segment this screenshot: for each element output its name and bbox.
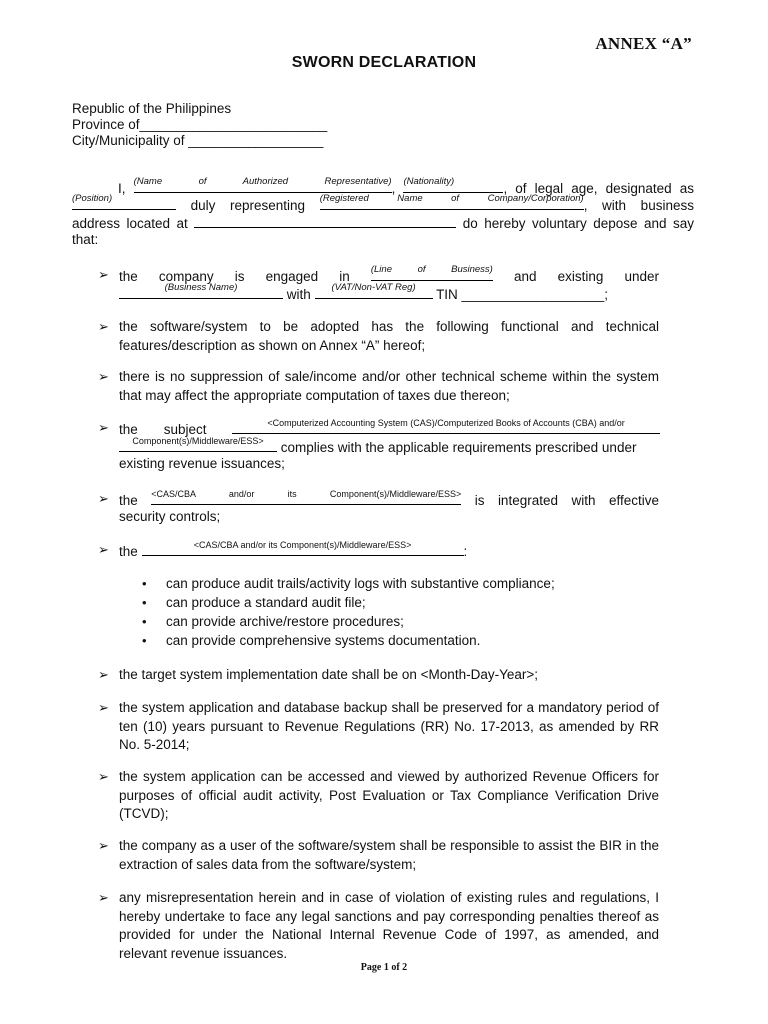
- item-2: the software/system to be adopted has the following functional and technical features/description as shown on Annex “A” hereof;: [119, 319, 659, 353]
- item-7: the target system implementation date shall be on <Month-Day-Year>;: [119, 667, 538, 682]
- cas-field-2[interactable]: Component(s)/Middleware/ESS>: [119, 437, 277, 452]
- item-4-line-1: the subject <Computerized Accounting System (CAS)/Computerized Books of Accounts (CBA) and/or: [119, 419, 660, 439]
- header-republic: Republic of the Philippines: [72, 101, 232, 116]
- arrow-bullet-icon: ➢: [98, 420, 109, 435]
- cas-field-1[interactable]: <Computerized Accounting System (CAS)/Computerized Books of Accounts (CBA) and/or: [232, 419, 660, 434]
- item-5-line-2: security controls;: [119, 509, 221, 524]
- item-10: the company as a user of the software/system shall be responsible to assist the BIR in the extraction of sales data from the software/system;: [119, 838, 659, 872]
- annex-label: ANNEX “A”: [595, 34, 692, 53]
- nationality-field[interactable]: (Nationality): [403, 178, 503, 193]
- item-6-line-1: the <CAS/CBA and/or its Component(s)/Middleware/ESS> :: [119, 540, 468, 559]
- subitem-4: can provide comprehensive systems documentation.: [166, 633, 481, 648]
- bullet-icon: •: [142, 633, 147, 648]
- item-3: there is no suppression of sale/income and/or other technical scheme within the system that may affect the appropriate computation of taxes due thereon;: [119, 369, 659, 403]
- cas-field-3[interactable]: <CAS/CBA and/or its Component(s)/Middleware/ESS>: [151, 490, 461, 505]
- bullet-icon: •: [142, 614, 147, 629]
- subitem-2: can produce a standard audit file;: [166, 595, 366, 610]
- intro-line-3: address located at do hereby voluntary depose and say: [72, 213, 694, 233]
- intro-line-2: (Position) duly representing (Registered Name of Company/Corporation) , with business: [72, 193, 694, 213]
- vat-field[interactable]: (VAT/Non-VAT Reg): [315, 284, 433, 299]
- bullet-icon: •: [142, 576, 147, 591]
- document-title: SWORN DECLARATION: [291, 54, 477, 71]
- page-number: Page 1 of 2: [360, 962, 408, 973]
- position-field[interactable]: (Position): [72, 195, 176, 210]
- item-11: any misrepresentation herein and in case of violation of existing rules and regulations, I hereby undertake to face any legal sanctions and pay corresponding penalties thereof as provided for under the National Internal Revenue Code of 1997, as amended, and relevant revenue issuances.: [119, 890, 659, 961]
- intro-line-1: I, (Name of Authorized Representative) , (Nationality) , of legal age, designated as: [118, 176, 694, 196]
- arrow-bullet-icon: ➢: [98, 890, 109, 905]
- arrow-bullet-icon: ➢: [98, 319, 109, 334]
- arrow-bullet-icon: ➢: [98, 667, 109, 682]
- address-field[interactable]: [194, 213, 456, 228]
- item-1-line-2: (Business Name) with (VAT/Non-VAT Reg) TIN ___________________;: [119, 284, 608, 304]
- item-8: the system application and database backup shall be preserved for a mandatory period of ten (10) years pursuant to Revenue Regulations (RR) No. 17-2013, as amended by RR No. 5-2014;: [119, 700, 659, 752]
- subitem-3: can provide archive/restore procedures;: [166, 614, 404, 629]
- arrow-bullet-icon: ➢: [98, 769, 109, 784]
- bullet-icon: •: [142, 595, 147, 610]
- line-of-business-field[interactable]: (Line of Business): [371, 266, 493, 281]
- item-1-line-1: the company is engaged in (Line of Business) and existing under: [119, 264, 659, 284]
- arrow-bullet-icon: ➢: [98, 491, 109, 506]
- item-4-line-2: Component(s)/Middleware/ESS> complies with the applicable requirements prescribed under: [119, 437, 636, 457]
- cas-field-4[interactable]: <CAS/CBA and/or its Component(s)/Middleware/ESS>: [142, 541, 464, 556]
- header-city: City/Municipality of __________________: [72, 133, 324, 148]
- business-name-field[interactable]: (Business Name): [119, 284, 283, 299]
- subitem-1: can produce audit trails/activity logs with substantive compliance;: [166, 576, 555, 591]
- item-4-line-3: existing revenue issuances;: [119, 456, 285, 471]
- name-field[interactable]: (Name of Authorized Representative): [134, 178, 392, 193]
- company-field[interactable]: (Registered Name of Company/Corporation): [320, 195, 584, 210]
- arrow-bullet-icon: ➢: [98, 700, 109, 715]
- arrow-bullet-icon: ➢: [98, 838, 109, 853]
- arrow-bullet-icon: ➢: [98, 267, 109, 282]
- intro-line-4: that:: [72, 232, 99, 247]
- item-9: the system application can be accessed and viewed by authorized Revenue Officers for purposes of official audit activity, Post Evaluation or Tax Compliance Verification Drive (TCVD);: [119, 769, 659, 821]
- arrow-bullet-icon: ➢: [98, 542, 109, 557]
- header-province: Province of_________________________: [72, 117, 328, 132]
- item-5-line-1: the <CAS/CBA and/or its Component(s)/Middleware/ESS> is integrated with effective: [119, 489, 659, 508]
- arrow-bullet-icon: ➢: [98, 369, 109, 384]
